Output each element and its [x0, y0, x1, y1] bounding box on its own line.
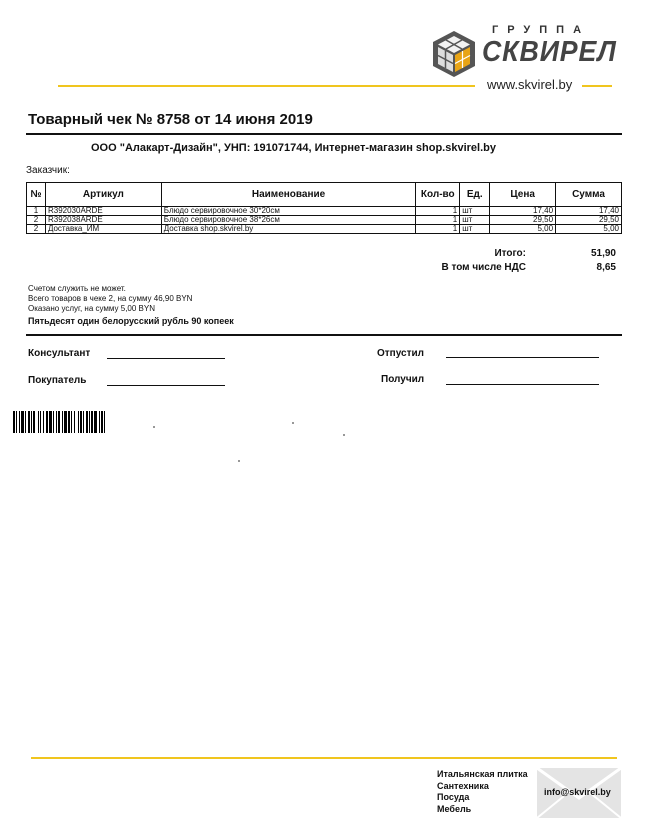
cell-sum: 29,50 — [556, 216, 622, 225]
amount-in-words: Пятьдесят один белорусский рубль 90 копеек — [28, 316, 234, 326]
cell-price: 17,40 — [490, 207, 556, 216]
cell-sku: R392030ARDE — [45, 207, 161, 216]
col-header-price: Цена — [490, 183, 556, 207]
logo-brand-name: СКВИРЕЛ — [482, 36, 617, 68]
table-header-row — [27, 183, 622, 207]
col-header-unit: Ед. — [460, 183, 490, 207]
received-label: Получил — [381, 374, 425, 385]
footer-email: info@skvirel.by — [544, 787, 611, 797]
vat-value: 8,65 — [596, 262, 616, 273]
released-signature-line — [446, 357, 599, 358]
cell-number: 1 — [27, 207, 46, 216]
scan-speck — [238, 460, 240, 462]
cell-unit: шт — [460, 216, 490, 225]
released-label: Отпустил — [377, 348, 424, 359]
total-value: 51,90 — [590, 248, 616, 259]
receipt-title: Товарный чек № 8758 от 14 июня 2019 — [28, 111, 313, 128]
cell-sku: R392038ARDE — [45, 216, 161, 225]
buyer-label: Покупатель — [28, 375, 87, 386]
cell-qty: 1 — [416, 216, 460, 225]
cell-sku: Доставка_ИМ — [45, 225, 161, 234]
cell-name: Доставка shop.skvirel.by — [161, 225, 416, 234]
col-header-name: Наименование — [161, 183, 416, 207]
footer-yellow-line — [31, 757, 617, 759]
scan-speck — [343, 434, 345, 436]
note-not-invoice: Счетом служить не может. — [28, 284, 126, 293]
footer-category: Итальянская плитка — [437, 769, 528, 779]
col-header-sum: Сумма — [556, 183, 622, 207]
col-header-sku: Артикул — [45, 183, 161, 207]
cell-number: 2 — [27, 216, 46, 225]
cell-qty: 1 — [416, 207, 460, 216]
footer-category: Мебель — [437, 803, 472, 814]
consultant-signature-line — [107, 358, 225, 359]
cell-sum: 17,40 — [556, 207, 622, 216]
customer-label: Заказчик: — [26, 165, 70, 176]
scan-speck — [292, 422, 294, 424]
cell-name: Блюдо сервировочное 30*20см — [161, 207, 416, 216]
barcode — [13, 411, 145, 433]
scan-speck — [153, 426, 155, 428]
footer-categories — [437, 769, 528, 815]
note-goods-total: Всего товаров в чеке 2, на сумму 46,90 BYN — [28, 294, 193, 303]
header-yellow-line-left — [58, 85, 475, 87]
consultant-label: Консультант — [28, 348, 91, 359]
header-yellow-line-right — [582, 85, 612, 87]
items-table — [26, 182, 622, 234]
received-signature-line — [446, 384, 599, 385]
buyer-signature-line — [107, 385, 225, 386]
cell-unit: шт — [460, 207, 490, 216]
cell-price: 5,00 — [490, 225, 556, 234]
table-row — [27, 216, 622, 225]
signatures-divider — [26, 334, 622, 336]
col-header-number: № — [27, 183, 46, 207]
cell-sum: 5,00 — [556, 225, 622, 234]
logo-url: www.skvirel.by — [487, 77, 573, 92]
col-header-qty: Кол-во — [416, 183, 460, 207]
squirrel-logo-icon — [432, 30, 476, 78]
cell-number: 2 — [27, 225, 46, 234]
logo-group-word: ГРУППА — [492, 24, 591, 36]
barcode-bar — [105, 411, 107, 433]
table-row — [27, 225, 622, 234]
cell-unit: шт — [460, 225, 490, 234]
footer-category: Посуда — [437, 792, 470, 802]
cell-price: 29,50 — [490, 216, 556, 225]
cell-qty: 1 — [416, 225, 460, 234]
total-label: Итого: — [494, 248, 526, 259]
vat-label: В том числе НДС — [441, 262, 526, 273]
note-services-total: Оказано услуг, на сумму 5,00 BYN — [28, 304, 155, 313]
cell-name: Блюдо сервировочное 38*26см — [161, 216, 416, 225]
company-info: ООО "Алакарт-Дизайн", УНП: 191071744, Интернет-магазин shop.skvirel.by — [91, 142, 496, 154]
title-divider — [26, 133, 622, 135]
footer-category: Сантехника — [437, 780, 489, 791]
